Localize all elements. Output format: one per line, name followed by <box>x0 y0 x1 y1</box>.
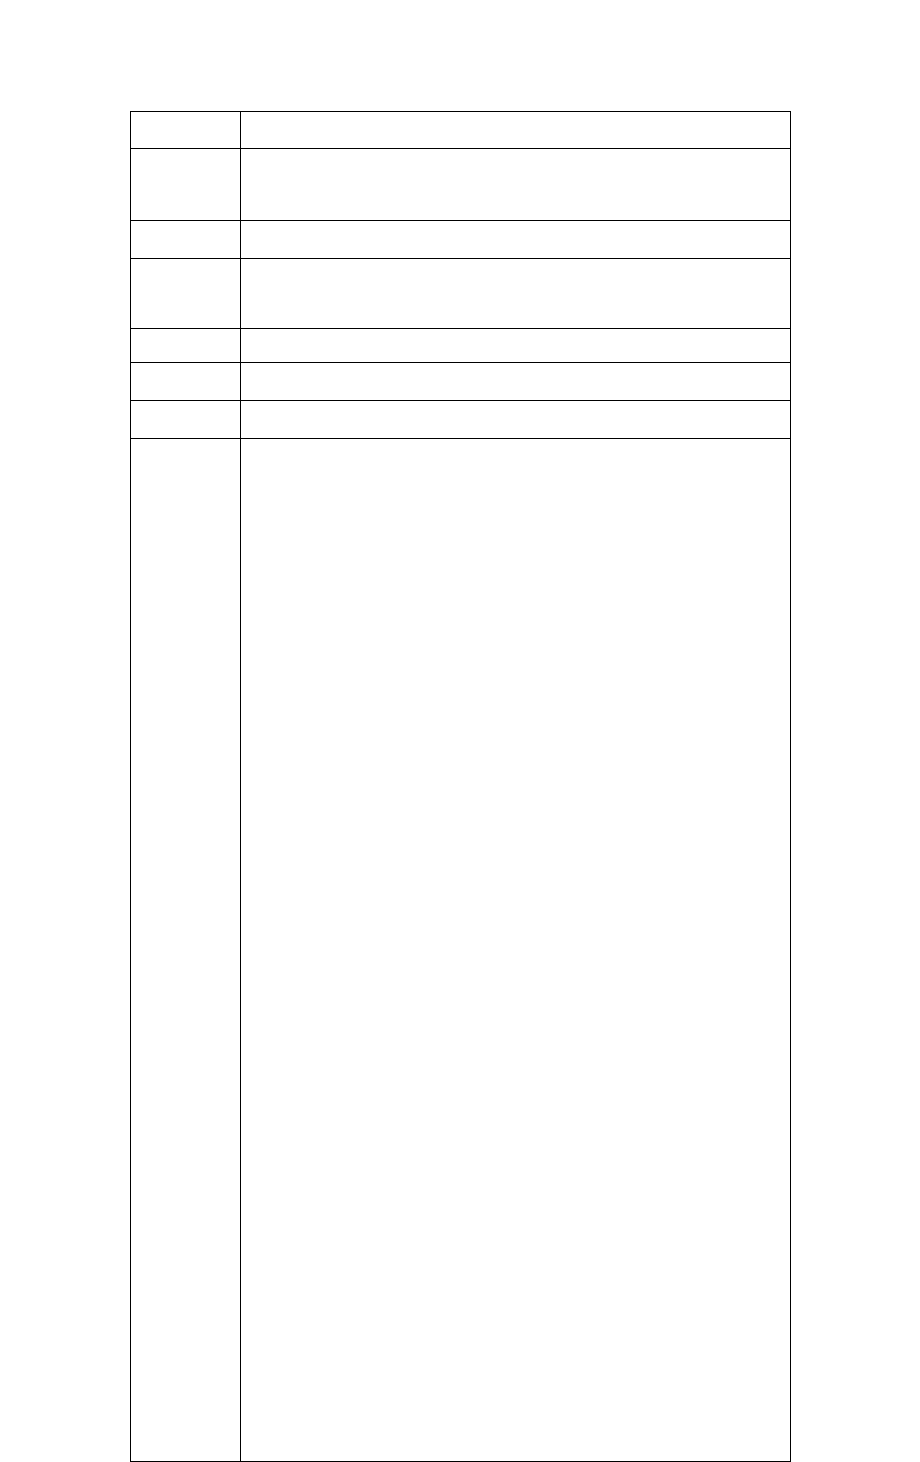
row-label <box>131 221 241 259</box>
row-content <box>241 401 791 439</box>
row-label <box>131 329 241 363</box>
row-label <box>131 363 241 401</box>
row-label <box>131 401 241 439</box>
overview-content <box>241 439 791 1462</box>
row-label <box>131 149 241 221</box>
row-content <box>241 363 791 401</box>
table-row <box>131 112 791 149</box>
row-content <box>241 149 791 221</box>
table-row <box>131 221 791 259</box>
row-content <box>241 112 791 149</box>
table-row <box>131 401 791 439</box>
row-label <box>131 112 241 149</box>
lesson-plan-table <box>130 111 791 1462</box>
table-row <box>131 149 791 221</box>
row-content <box>241 329 791 363</box>
table-row <box>131 329 791 363</box>
table-row <box>131 439 791 1462</box>
row-content <box>241 221 791 259</box>
table-row <box>131 363 791 401</box>
row-content <box>241 259 791 329</box>
row-label <box>131 439 241 1462</box>
table-row <box>131 259 791 329</box>
row-label <box>131 259 241 329</box>
